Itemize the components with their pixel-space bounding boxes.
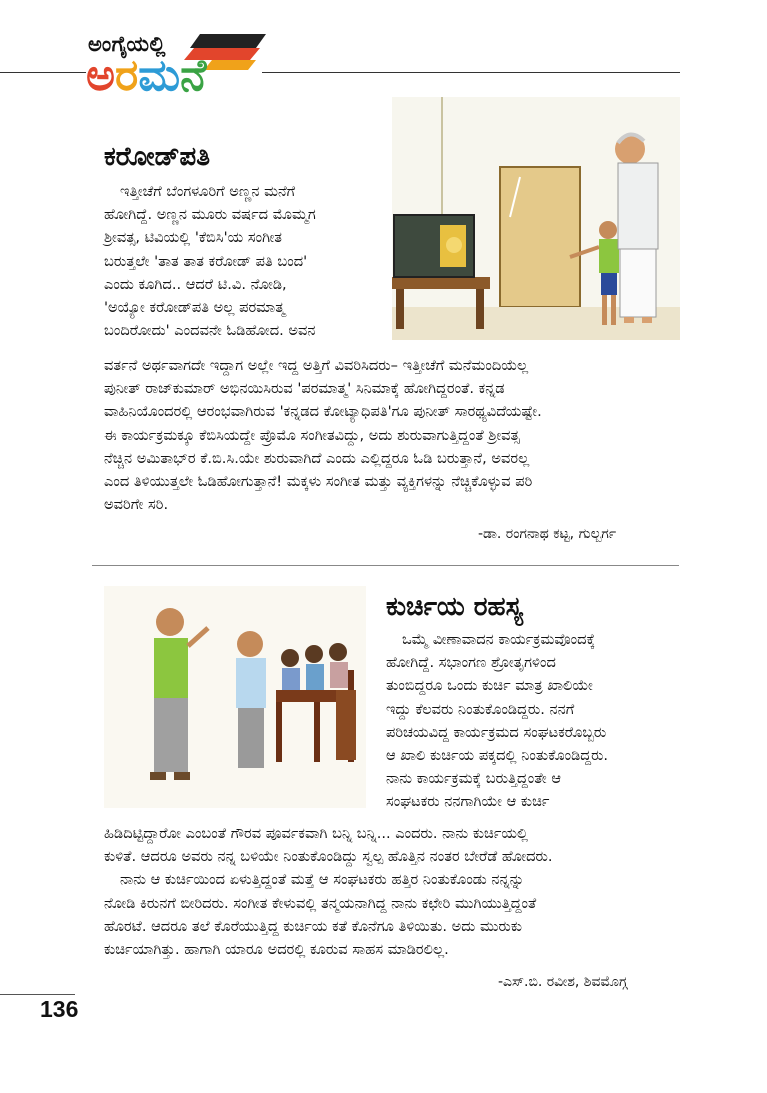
story1-intro-paragraph [104,180,386,342]
story1-line-7: ಬಂದಿರೋದು' ಎಂದವನೇ ಓಡಿಹೋದ. ಅವನ [104,322,316,340]
story1-signature: -ಡಾ. ರಂಗನಾಥ ಕಟ್ಟ, ಗುಲ್ಬರ್ಗ [478,526,617,542]
chair-event-illustration [104,586,366,808]
page-number: 136 [40,996,79,1022]
story1-full-line-5: ನೆಚ್ಚಿನ ಅಮಿತಾಭ್‌ರ ಕೆ.ಬಿ.ಸಿ.ಯೇ ಶುರುವಾಗಿದೆ ಎಂದು ಎಲ್ಲಿದ್ದರೂ ಓಡಿ ಬರುತ್ತಾನೆ, ಅವರಲ್ಲ [104,449,530,467]
story2-full-line-5: ಹೊರಟೆ. ಆದರೂ ತಲೆ ಕೊರೆಯುತ್ತಿದ್ದ ಕುರ್ಚಿಯ ಕತೆ ಕೊನೆಗೂ ತಿಳಿಯಿತು. ಅದು ಮುರುಕು [104,917,523,935]
header-rule [262,72,680,73]
story1-full-line-2: ಪುನೀತ್ ರಾಜ್‌ಕುಮಾರ್ ಅಭಿನಯಿಸಿರುವ 'ಪರಮಾತ್ಮ' ಸಿನಿಮಾಕ್ಕೆ ಹೋಗಿದ್ದರಂತೆ. ಕನ್ನಡ [104,380,505,398]
story1-full-line-1: ವರ್ತನೆ ಅರ್ಥವಾಗದೇ ಇದ್ದಾಗ ಅಲ್ಲೇ ಇದ್ದ ಅತ್ತಿಗೆ ವಿವರಿಸಿದರು– ಇತ್ತೀಚೆಗೆ ಮನೆಮಂದಿಯೆಲ್ಲ [104,357,529,374]
story2-line-8: ಸಂಘಟಕರು ನನಗಾಗಿಯೇ ಆ ಕುರ್ಚಿ [386,793,550,811]
tv-room-illustration [392,97,680,340]
logo-letter-1: ಅ [86,50,115,101]
story1-line-5: ಎಂದು ಕೂಗಿದ.. ಆದರೆ ಟಿ.ವಿ. ನೋಡಿ, [104,275,287,293]
story2-full-line-1: ಹಿಡಿದಿಟ್ಟಿದ್ದಾರೋ ಎಂಬಂತೆ ಗೌರವ ಪೂರ್ವಕವಾಗಿ ಬನ್ನಿ ಬನ್ನಿ... ಎಂದರು. ನಾನು ಕುರ್ಚಿಯಲ್ಲಿ [104,825,529,842]
story1-full-line-7: ಅವರಿಗೇ ಸರಿ. [104,496,169,514]
story2-full-line-4: ನೋಡಿ ಕಿರುನಗೆ ಬೀರಿದರು. ಸಂಗೀತ ಕೇಳುವಲ್ಲಿ ತನ್ಮಯನಾಗಿದ್ದ ನಾನು ಕಛೇರಿ ಮುಗಿಯುತ್ತಿದ್ದಂತೆ [104,894,537,912]
story1-line-3: ಶ್ರೀವತ್ಸ, ಟಿವಿಯಲ್ಲಿ 'ಕೆಬಿಸಿ'ಯ ಸಂಗೀತ [104,229,283,247]
story-separator [92,565,679,566]
story1-full-line-3: ವಾಹಿನಿಯೊಂದರಲ್ಲಿ ಆರಂಭವಾಗಿರುವ 'ಕನ್ನಡದ ಕೋಟ್ಯಾಧಿಪತಿ'ಗೂ ಪುನೀತ್ ಸಾರಥ್ಯವಿದೆಯಷ್ಟೇ. [104,403,542,421]
magazine-logo [86,52,206,100]
story1-full-line-6: ಎಂದ ತಿಳಿಯುತ್ತಲೇ ಓಡಿಹೋಗುತ್ತಾನೆ! ಮಕ್ಕಳು ಸಂಗೀತ ಮತ್ತು ವ್ಯಕ್ತಿಗಳನ್ನು ನೆಚ್ಚಿಕೊಳ್ಳುವ ಪರಿ [104,473,533,491]
story2-full-line-2: ಕುಳಿತೆ. ಆದರೂ ಅವರು ನನ್ನ ಬಳಿಯೇ ನಿಂತುಕೊಂಡಿದ್ದು ಸ್ವಲ್ಪ ಹೊತ್ತಿನ ನಂತರ ಬೇರೆಡೆ ಹೋದರು. [104,848,553,866]
story2-line-7: ನಾನು ಕಾರ್ಯಕ್ರಮಕ್ಕೆ ಬರುತ್ತಿದ್ದಂತೇ ಆ [386,770,562,788]
story2-line-2: ಹೋಗಿದ್ದೆ. ಸಭಾಂಗಣ ಶ್ರೋತೃಗಳಿಂದ [386,654,556,672]
story1-line-6: 'ಅಯ್ಯೋ ಕರೋಡ್‌ಪತಿ ಅಲ್ಲ ಪರಮಾತ್ಮ [104,299,285,317]
story2-line-3: ತುಂಬಿದ್ದರೂ ಒಂದು ಕುರ್ಚಿ ಮಾತ್ರ ಖಾಲಿಯೇ [386,677,593,695]
story1-line-2: ಹೋಗಿದ್ದೆ. ಅಣ್ಣನ ಮೂರು ವರ್ಷದ ಮೊಮ್ಮಗ [104,206,316,224]
story2-full-line-3: ನಾನು ಆ ಕುರ್ಚಿಯಿಂದ ಏಳುತ್ತಿದ್ದಂತೆ ಮತ್ತೆ ಆ ಸಂಘಟಕರು ಹತ್ತಿರ ನಿಂತುಕೊಂಡು ನನ್ನನ್ನು [120,871,525,889]
story2-line-4: ಇದ್ದು ಕೆಲವರು ನಿಂತುಕೊಂಡಿದ್ದರು. ನನಗೆ [386,700,575,718]
logo-letter-3: ಮ [138,50,181,101]
story2-intro-paragraph [386,628,678,814]
logo-letter-2: ರ [115,50,139,101]
story1-body-paragraph [104,354,676,516]
story2-line-5: ಪರಿಚಯವಿದ್ದ ಕಾರ್ಯಕ್ರಮದ ಸಂಘಟಕರೊಬ್ಬರು [386,723,607,741]
header-small-text: ಅಂಗೈಯಲ್ಲಿ [88,32,166,56]
story1-full-line-4: ಈ ಕಾರ್ಯಕ್ರಮಕ್ಕೂ ಕೆಬಿಸಿಯದ್ದೇ ಪ್ರೊಮೊ ಸಂಗೀತವಿದ್ದು, ಅದು ಶುರುವಾಗುತ್ತಿದ್ದಂತೆ ಶ್ರೀವತ್ಸ [104,426,520,444]
story2-line-1: ಒಮ್ಮೆ ವೀಣಾವಾದನ ಕಾರ್ಯಕ್ರಮವೊಂದಕ್ಕೆ [402,631,596,648]
story1-line-4: ಬರುತ್ತಲೇ 'ತಾತ ತಾತ ಕರೋಡ್ ಪತಿ ಬಂದ' [104,252,308,270]
page-number-rule [0,994,75,995]
story2-line-6: ಆ ಖಾಲಿ ಕುರ್ಚಿಯ ಪಕ್ಕದಲ್ಲಿ ನಿಂತುಕೊಂಡಿದ್ದರು. [386,747,609,765]
story2-full-line-6: ಕುರ್ಚಿಯಾಗಿತ್ತು. ಹಾಗಾಗಿ ಯಾರೂ ಅದರಲ್ಲಿ ಕೂರುವ ಸಾಹಸ ಮಾಡಿರಲಿಲ್ಲ. [104,941,449,959]
logo-letter-4: ನೆ [180,50,207,101]
story2-signature: -ಎಸ್.ಬಿ. ರವೀಶ, ಶಿವಮೊಗ್ಗ [498,974,628,990]
story1-title: ಕರೋಡ್‌ಪತಿ [104,142,211,172]
story2-title: ಕುರ್ಚಿಯ ರಹಸ್ಯ [386,592,523,622]
story1-line-1: ಇತ್ತೀಚೆಗೆ ಬೆಂಗಳೂರಿಗೆ ಅಣ್ಣನ ಮನೆಗೆ [120,183,296,200]
story2-body-paragraph [104,822,678,961]
header-rule-left [0,72,86,73]
